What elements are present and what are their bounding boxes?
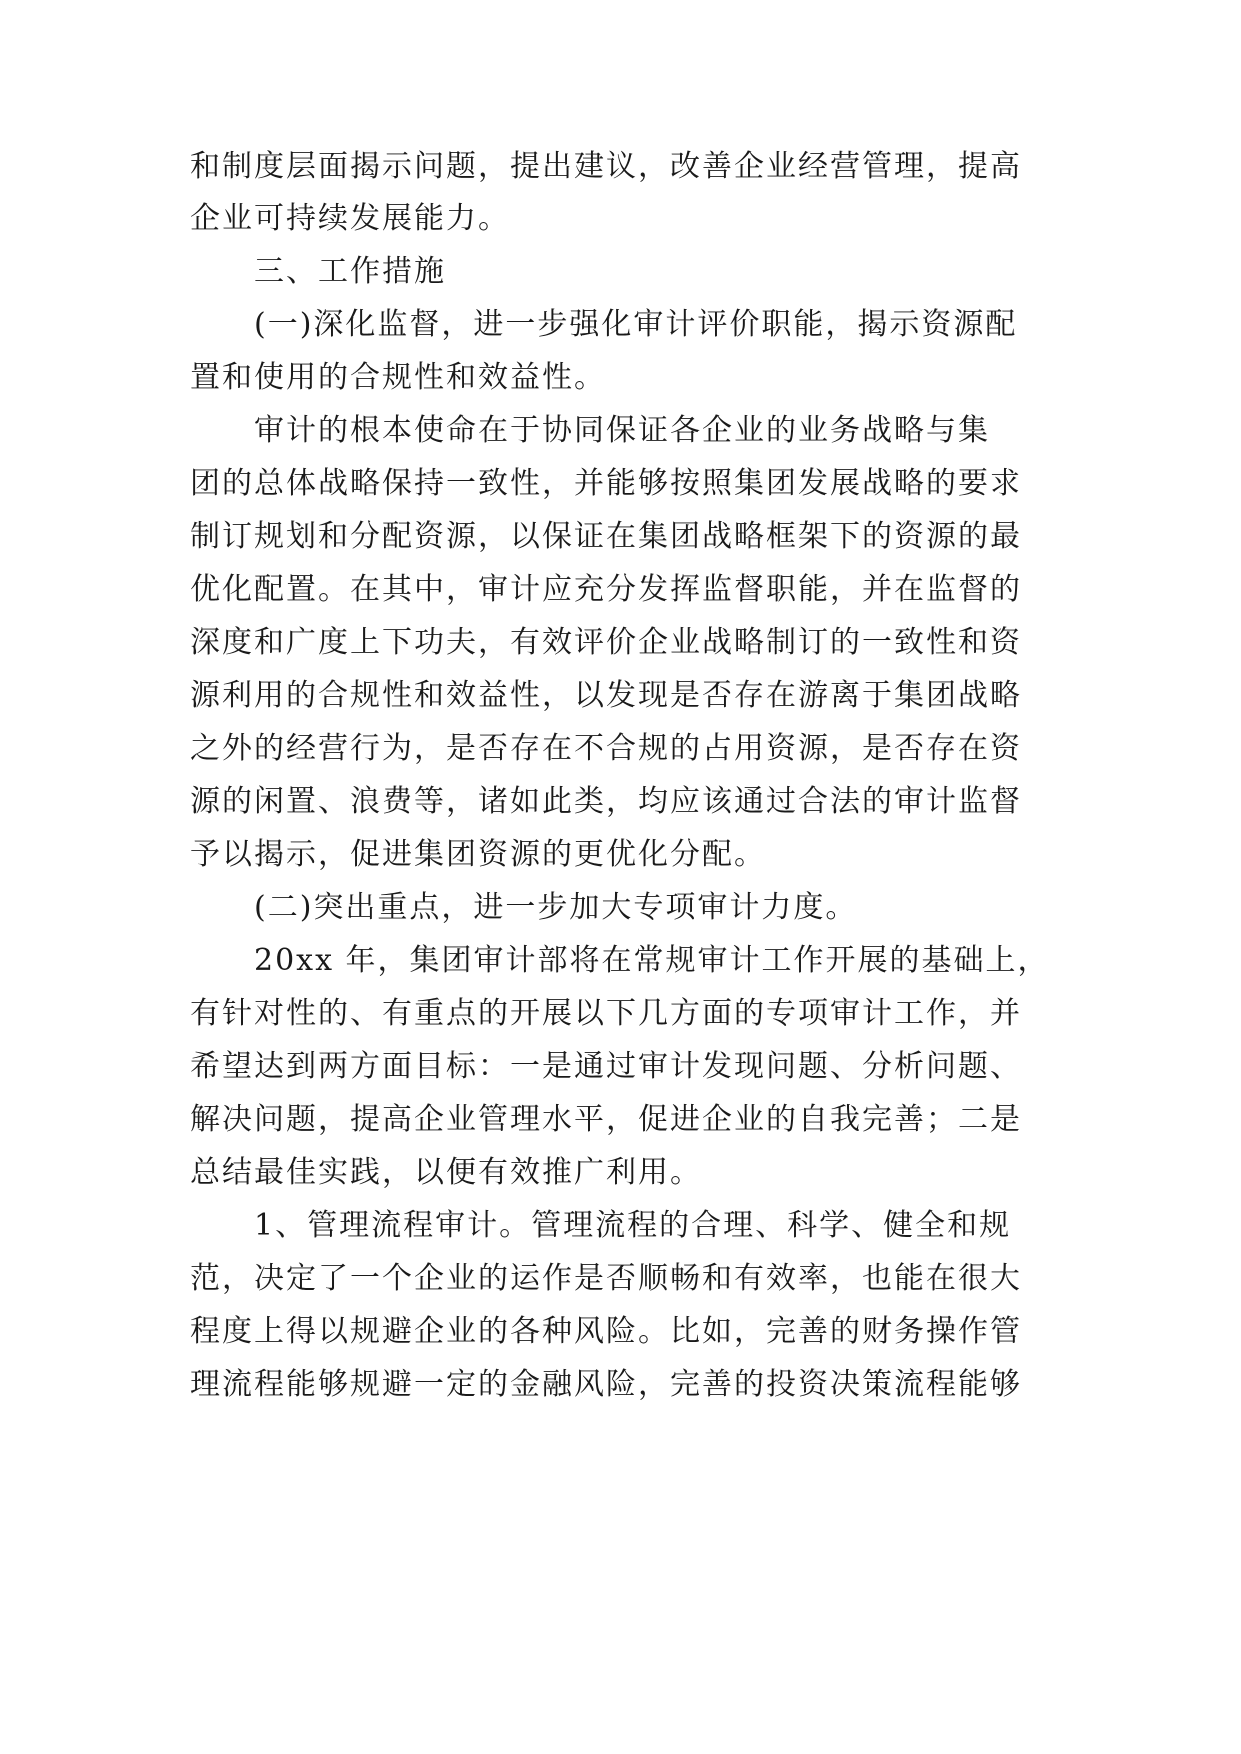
- body-text-line: 解决问题，提高企业管理水平，促进企业的自我完善；二是: [190, 1102, 1022, 1137]
- body-text-line: 范，决定了一个企业的运作是否顺畅和有效率，也能在很大: [190, 1261, 1022, 1296]
- body-text-line: 有针对性的、有重点的开展以下几方面的专项审计工作，并: [190, 996, 1022, 1031]
- body-text-line: 理流程能够规避一定的金融风险，完善的投资决策流程能够: [190, 1367, 1022, 1402]
- subsection-heading: (二)突出重点，进一步加大专项审计力度。: [254, 890, 858, 925]
- subsection-heading-continued: 置和使用的合规性和效益性。: [190, 360, 606, 395]
- body-text-line: 审计的根本使命在于协同保证各企业的业务战略与集: [254, 413, 990, 448]
- body-text-line: 20xx 年，集团审计部将在常规审计工作开展的基础上，: [254, 943, 1050, 978]
- section-heading: 三、工作措施: [254, 254, 446, 289]
- body-text-line: 和制度层面揭示问题，提出建议，改善企业经营管理，提高: [190, 149, 1022, 184]
- body-text-line: 企业可持续发展能力。: [190, 201, 510, 236]
- body-text-line: 源的闲置、浪费等，诸如此类，均应该通过合法的审计监督: [190, 784, 1022, 819]
- body-text-line: 深度和广度上下功夫，有效评价企业战略制订的一致性和资: [190, 625, 1022, 660]
- body-text-line: 程度上得以规避企业的各种风险。比如，完善的财务操作管: [190, 1314, 1022, 1349]
- body-text-line: 团的总体战略保持一致性，并能够按照集团发展战略的要求: [190, 466, 1022, 501]
- body-text-line: 总结最佳实践，以便有效推广利用。: [190, 1155, 702, 1190]
- body-text-line: 希望达到两方面目标：一是通过审计发现问题、分析问题、: [190, 1049, 1022, 1084]
- body-text-line: 1、管理流程审计。管理流程的合理、科学、健全和规: [254, 1208, 1012, 1243]
- body-text-line: 制订规划和分配资源，以保证在集团战略框架下的资源的最: [190, 519, 1022, 554]
- body-text-line: 源利用的合规性和效益性，以发现是否存在游离于集团战略: [190, 678, 1022, 713]
- body-text-line: 优化配置。在其中，审计应充分发挥监督职能，并在监督的: [190, 572, 1022, 607]
- subsection-heading: (一)深化监督，进一步强化审计评价职能，揭示资源配: [254, 307, 1018, 342]
- body-text-line: 之外的经营行为，是否存在不合规的占用资源，是否存在资: [190, 731, 1022, 766]
- body-text-line: 予以揭示，促进集团资源的更优化分配。: [190, 837, 766, 872]
